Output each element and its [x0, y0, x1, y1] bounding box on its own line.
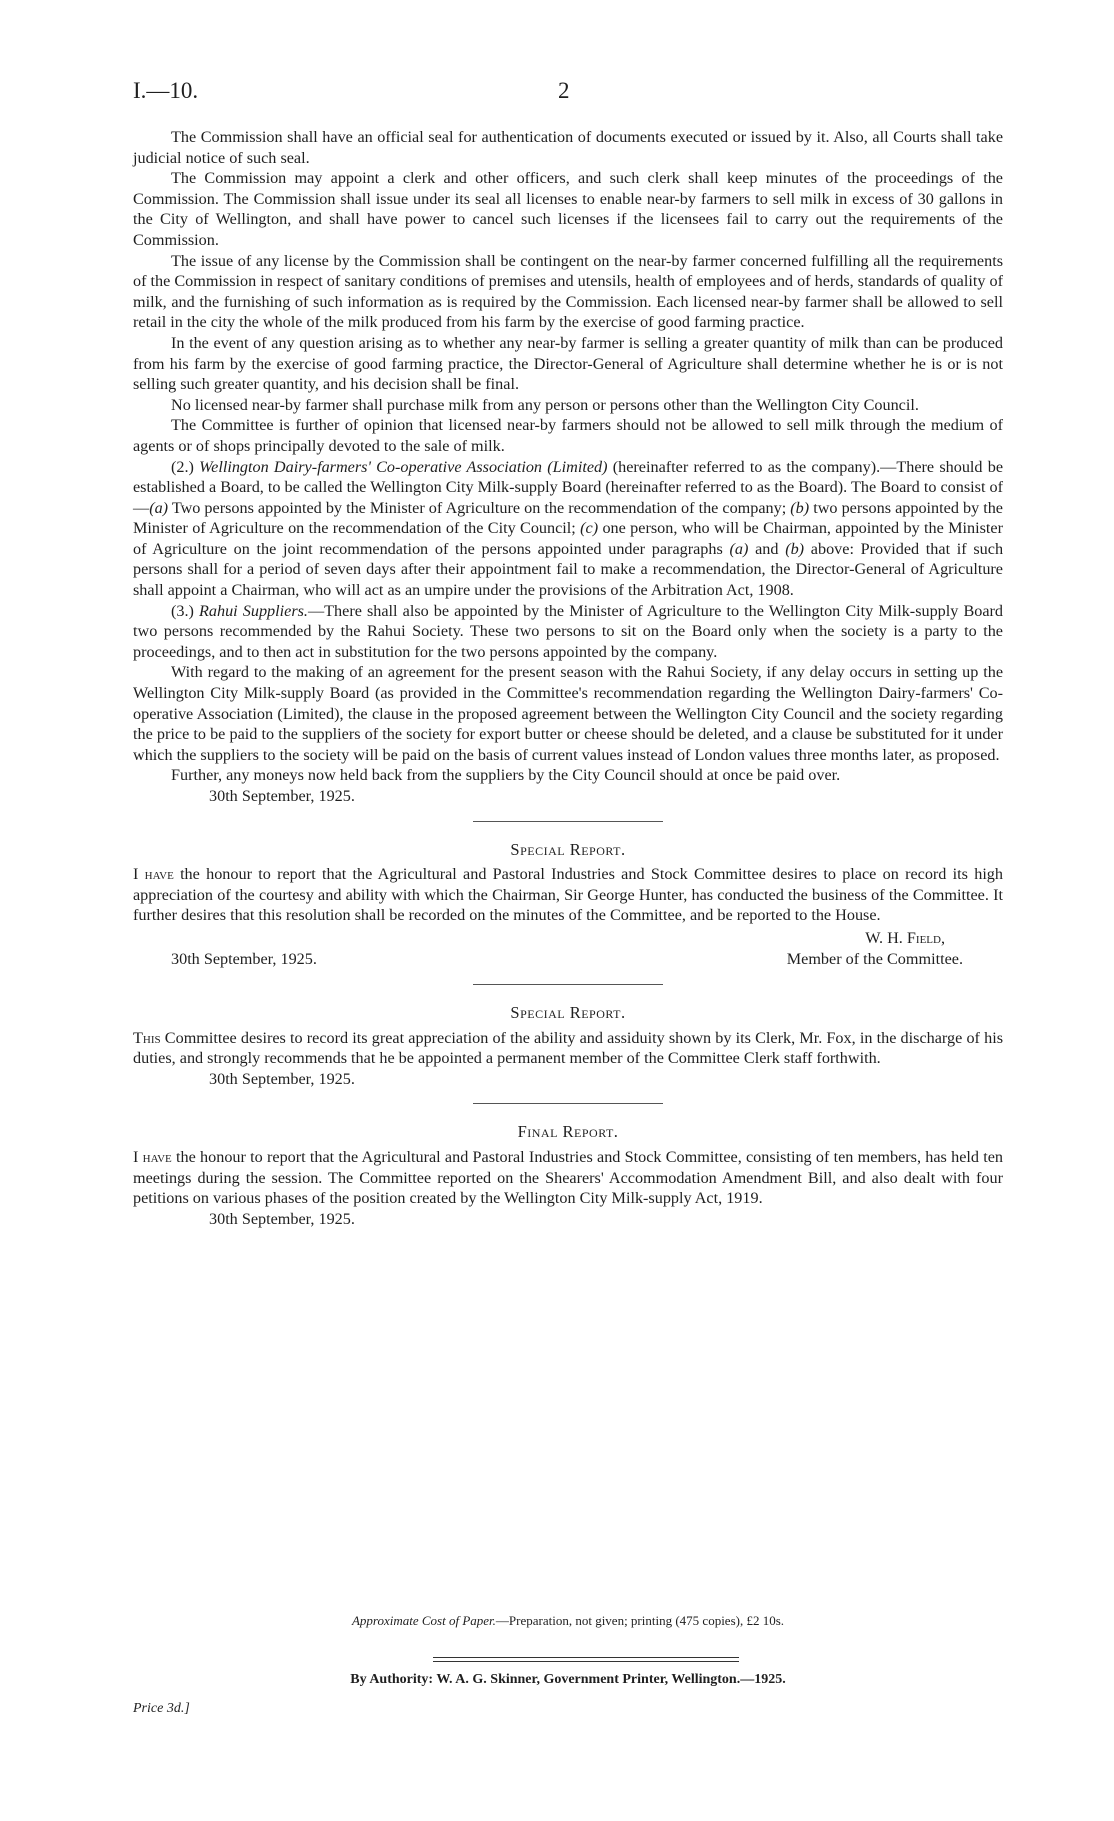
paragraph: The issue of any license by the Commission shall be contingent on the near-by farmer concerned fulfilling all the requirements of the Commission in respect of sanitary conditions of premises and utensils, health of employees and of herds, standards of quality of milk, and the furnishing of such information as is required by the Commission. Each licensed near-by farmer shall be allowed to sell retail in the city the whole of the milk produced from his farm by the exercise of good farming practice.: [133, 251, 1003, 332]
report-date: 30th September, 1925.: [171, 949, 317, 968]
footer-rule: [433, 1661, 739, 1662]
paragraph: Further, any moneys now held back from the suppliers by the City Council should at once be paid over.: [171, 766, 841, 785]
paragraph: The Commission may appoint a clerk and other officers, and such clerk shall keep minutes of the proceedings of the Commission. The Commission shall issue under its seal all licenses to enable near-by farmers to sell milk in excess of 30 gallons in the City of Wellington, and shall have power to cancel such licenses if the licensees fail to carry out the requirements of the Commission.: [133, 169, 1003, 249]
document-body: [133, 127, 1003, 1229]
clause-title: Wellington Dairy-farmers' Co-operative Association (Limited): [199, 457, 608, 476]
section-heading: Special Report.: [510, 839, 626, 859]
section-divider: [473, 984, 663, 985]
section-heading: Special Report.: [510, 1002, 626, 1022]
paragraph: The Committee is further of opinion that licensed near-by farmers should not be allowed to sell milk through the medium of agents or of shops principally devoted to the sale of milk.: [133, 416, 1003, 455]
report-date: 30th September, 1925.: [209, 1069, 355, 1088]
section-divider: [473, 821, 663, 822]
paragraph: I have the honour to report that the Agricultural and Pastoral Industries and Stock Committee desires to place on record its high appreciation of the courtesy and ability with which the Chairman, Sir George Hunter, has conducted the business of the Committee. It further desires that this resolution shall be recorded on the minutes of the Committee, and be reported to the House.: [133, 865, 1003, 925]
price: Price 3d.]: [133, 1701, 190, 1716]
report-date: 30th September, 1925.: [209, 787, 355, 805]
section-heading: Final Report.: [517, 1122, 619, 1142]
printer-authority: By Authority: W. A. G. Skinner, Government Printer, Wellington.—1925.: [350, 1672, 786, 1687]
paragraph: No licensed near-by farmer shall purchase milk from any person or persons other than the Wellington City Council.: [171, 395, 919, 414]
section-divider: [473, 1103, 663, 1104]
paragraph-board: (2.) Wellington Dairy-farmers' Co-operative Association (Limited) (hereinafter referred to as the company).—There should be established a Board, to be called the Wellington City Milk-supply Board (hereinafter referred to as the Board). The Board to consist of—(a) Two persons appointed by the Minister of Agriculture on the recommendation of the company; (b) two persons appointed by the Minister of Agriculture on the recommendation of the City Council; (c) one person, who will be Chairman, appointed by the Minister of Agriculture on the joint recommendation of the persons appointed under paragraphs (a) and (b) above: Provided that if such persons shall for a period of seven days after their appointment fail to make a recommendation, the Director-General of Agriculture shall appoint a Chairman, who will act as an umpire under the provisions of the Arbitration Act, 1908.: [133, 457, 1004, 600]
paragraph: I have the honour to report that the Agricultural and Pastoral Industries and Stock Committee, consisting of ten members, has held ten meetings during the session. The Committee reported on the Shearers' Accommodation Amendment Bill, and also dealt with four petitions on various phases of the position created by the Wellington City Milk-supply Act, 1919.: [133, 1147, 1003, 1208]
clause-title: Rahui Suppliers.: [199, 601, 308, 620]
document-reference: I.—10.: [133, 78, 199, 103]
signatory-role: Member of the Committee.: [786, 949, 963, 968]
cost-of-paper: Approximate Cost of Paper.—Preparation, not given; printing (475 copies), £2 10s.: [351, 1613, 785, 1628]
paragraph-rahui: (3.) Rahui Suppliers.—There shall also be appointed by the Minister of Agriculture to the Wellington City Milk-supply Board two persons recommended by the Rahui Society. These two persons to sit on the Board only when the society is a party to the proceedings, and to then act in substitution for the two persons appointed by the company.: [133, 601, 1004, 661]
paragraph: With regard to the making of an agreement for the present season with the Rahui Society, if any delay occurs in setting up the Wellington City Milk-supply Board (as provided in the Committee's recommendation regarding the Wellington Dairy-farmers' Co-operative Association (Limited), the clause in the proposed agreement between the Wellington City Council and the society regarding the price to be paid to the suppliers of the society for export butter or cheese should be deleted, and a clause be substituted for it under which the suppliers to the society will be paid on the basis of current values instead of London values three months later, as proposed.: [133, 663, 1003, 764]
page-header: [133, 78, 1003, 108]
clause-number: (3.): [171, 601, 194, 620]
signature-block: [133, 928, 1003, 970]
clause-number: (2.): [171, 457, 194, 476]
page-number: 2: [558, 78, 570, 103]
paragraph: In the event of any question arising as to whether any near-by farmer is selling a greater quantity of milk than can be produced from his farm by the exercise of good farming practice, the Director-General of Agriculture shall determine whether he is or is not selling such greater quantity, and his decision shall be final.: [133, 333, 1003, 394]
report-date: 30th September, 1925.: [209, 1209, 355, 1228]
footer-rule: [433, 1657, 739, 1658]
paragraph: The Commission shall have an official seal for authentication of documents executed or issued by it. Also, all Courts shall take judicial notice of such seal.: [133, 128, 1003, 167]
paragraph: This Committee desires to record its great appreciation of the ability and assiduity shown by its Clerk, Mr. Fox, in the discharge of his duties, and strongly recommends that he be appointed a permanent member of the Committee Clerk staff forthwith.: [133, 1028, 1003, 1068]
signatory-name: W. H. Field,: [865, 928, 945, 947]
